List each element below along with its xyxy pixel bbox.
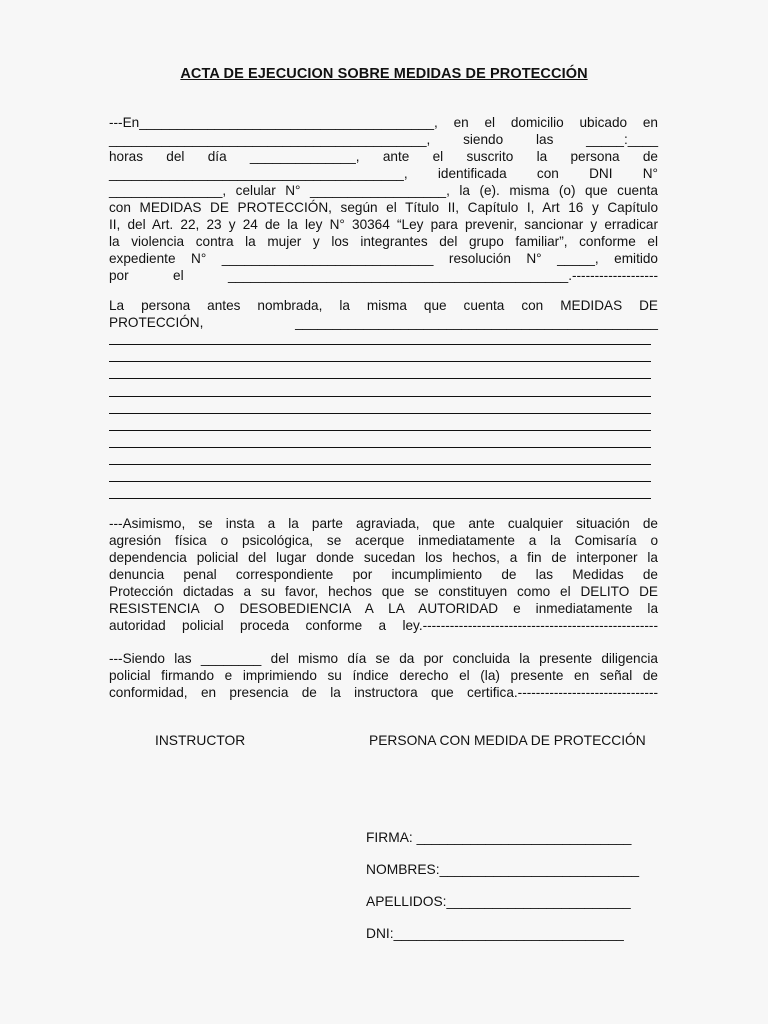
- text-line: __________________________________________, siendo las _____:____: [109, 132, 658, 147]
- text-line: horas del día ______________, ante el suscrito la persona de: [109, 149, 658, 164]
- text-line: denuncia penal correspondiente por incumplimiento de las Medidas de: [109, 567, 658, 582]
- blank-line[interactable]: [109, 344, 651, 345]
- firma-field[interactable]: FIRMA: ____________________________: [366, 830, 632, 845]
- protected-person-label: PERSONA CON MEDIDA DE PROTECCIÓN: [369, 733, 646, 748]
- text-line: ---En_______________________________________, en el domicilio ubicado en: [109, 115, 658, 130]
- text-line: dependencia policial del lugar donde sucedan los hechos, a fin de interponer la: [109, 550, 658, 565]
- blank-line[interactable]: [109, 361, 651, 362]
- text-line: _______________________________________, identificada con DNI N°: [109, 166, 658, 181]
- text-line: ---Asimismo, se insta a la parte agraviada, que ante cualquier situación de: [109, 516, 658, 531]
- blank-line[interactable]: [109, 396, 651, 397]
- blank-line[interactable]: [109, 481, 651, 482]
- text-line: autoridad policial proceda conforme a ley.----------------------------------------------------: [109, 618, 658, 633]
- dni-field[interactable]: DNI:______________________________: [366, 926, 624, 941]
- blank-line[interactable]: [109, 464, 651, 465]
- text-line: PROTECCIÓN, ________________________________________________: [109, 315, 658, 330]
- paragraph-siendo: [109, 650, 658, 701]
- paragraph-diligencia: [109, 114, 658, 284]
- text-line: _______________, celular N° __________________, la (e). misma (o) que cuenta: [109, 183, 658, 198]
- text-line: por el _____________________________________________.-------------------: [109, 268, 658, 283]
- text-line: expediente N° ____________________________ resolución N° _____, emitido: [109, 251, 658, 266]
- text-line: RESISTENCIA O DESOBEDIENCIA A LA AUTORIDAD e inmediatamente la: [109, 601, 658, 616]
- text-line: ---Siendo las ________ del mismo día se da por concluida la presente diligencia: [109, 651, 658, 666]
- instructor-label: INSTRUCTOR: [155, 733, 246, 748]
- text-line: con MEDIDAS DE PROTECCIÓN, según el Título II, Capítulo I, Art 16 y Capítulo: [109, 200, 658, 215]
- blank-line[interactable]: [109, 413, 651, 414]
- blank-line[interactable]: [109, 430, 651, 431]
- apellidos-field[interactable]: APELLIDOS:________________________: [366, 894, 631, 909]
- text-line: agresión física o psicológica, se acerque inmediatamente a la Comisaría o: [109, 533, 658, 548]
- text-line: conformidad, en presencia de la instructora que certifica.-------------------------------: [109, 685, 658, 700]
- blank-line[interactable]: [109, 447, 651, 448]
- blank-line[interactable]: [109, 378, 651, 379]
- blank-line[interactable]: [109, 498, 651, 499]
- paragraph-medidas: [109, 297, 658, 331]
- text-line: La persona antes nombrada, la misma que cuenta con MEDIDAS DE: [109, 298, 658, 313]
- document-title: ACTA DE EJECUCION SOBRE MEDIDAS DE PROTECCIÓN: [180, 66, 588, 82]
- text-line: Protección dictadas a su favor, hechos que se constituyen como el DELITO DE: [109, 584, 658, 599]
- nombres-field[interactable]: NOMBRES:__________________________: [366, 862, 640, 877]
- text-line: policial firmando e imprimiendo su índice derecho el (la) presente en señal de: [109, 668, 658, 683]
- text-line: la violencia contra la mujer y los integrantes del grupo familiar”, conforme el: [109, 234, 658, 249]
- paragraph-asimismo: [109, 515, 658, 634]
- text-line: II, del Art. 22, 23 y 24 de la ley N° 30364 “Ley para prevenir, sancionar y erradicar: [109, 217, 658, 232]
